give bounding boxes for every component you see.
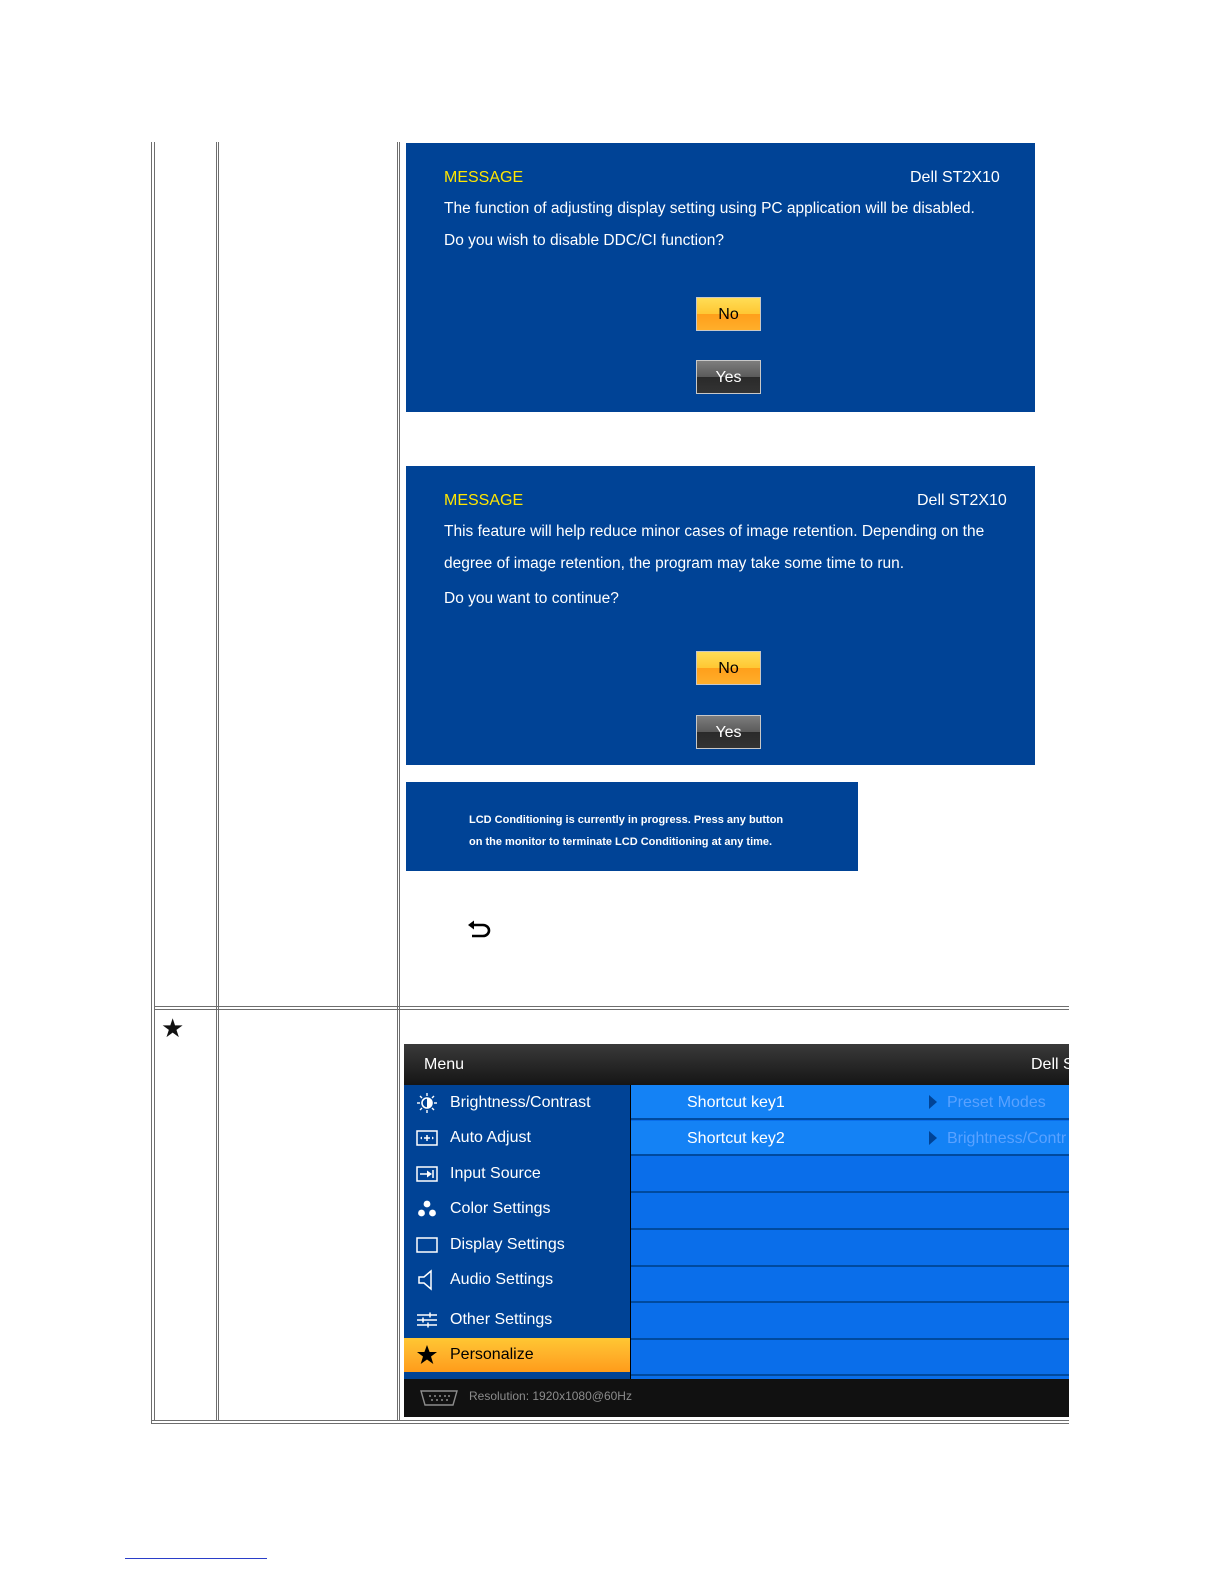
shortcut-key-label: Shortcut key1 <box>687 1094 785 1111</box>
menu-item-label: Input Source <box>450 1165 541 1182</box>
shortcut-key-label: Shortcut key2 <box>687 1130 785 1147</box>
dialog-text-line: Do you want to continue? <box>444 590 619 607</box>
lcd-conditioning-progress-banner <box>406 782 858 871</box>
osd-title-bar <box>404 1044 1074 1085</box>
table-divider-2 <box>397 142 398 1421</box>
color-settings-icon <box>416 1199 438 1219</box>
shortcut-key-value: Brightness/Contr <box>947 1130 1067 1147</box>
dialog-text-line: degree of image retention, the program may take some time to run. <box>444 555 905 572</box>
no-button[interactable]: No <box>696 297 761 331</box>
menu-item-color-settings[interactable] <box>404 1192 630 1226</box>
auto-adjust-icon <box>416 1128 438 1148</box>
menu-item-brightness-contrast[interactable] <box>404 1086 630 1120</box>
menu-item-label: Brightness/Contrast <box>450 1094 591 1111</box>
menu-item-label: Audio Settings <box>450 1271 554 1288</box>
menu-item-audio-settings[interactable] <box>404 1263 630 1297</box>
empty-row <box>631 1268 1069 1303</box>
personalize-row-star-icon: ★ <box>161 1013 185 1043</box>
arrow-right-icon <box>929 1095 937 1109</box>
empty-row <box>631 1341 1069 1376</box>
menu-item-label: Other Settings <box>450 1311 553 1328</box>
menu-item-input-source[interactable] <box>404 1157 630 1191</box>
osd-submenu-panel <box>631 1085 1069 1379</box>
empty-row <box>631 1305 1069 1340</box>
dialog-brand: Dell ST2X10 <box>917 492 1007 509</box>
table-row-divider <box>154 1006 1069 1007</box>
table-row-divider-b <box>154 1009 1069 1010</box>
arrow-right-icon <box>929 1131 937 1145</box>
osd-brand: Dell S <box>1031 1056 1074 1073</box>
input-source-icon <box>416 1164 438 1184</box>
table-divider-1 <box>216 142 217 1421</box>
back-icon <box>466 918 494 942</box>
empty-row <box>631 1232 1069 1267</box>
lcd-conditioning-message-dialog <box>406 466 1035 765</box>
table-border-left-inner <box>154 142 155 1421</box>
table-border-bottom-b <box>151 1423 1069 1424</box>
dialog-brand: Dell ST2X10 <box>910 169 1000 186</box>
empty-row <box>631 1195 1069 1230</box>
dialog-header: MESSAGE <box>444 492 524 509</box>
osd-menu <box>404 1044 1074 1417</box>
no-button[interactable]: No <box>696 651 761 685</box>
shortcut-key1-row[interactable] <box>631 1085 1069 1120</box>
menu-item-label: Personalize <box>450 1346 534 1363</box>
shortcut-key-value: Preset Modes <box>947 1094 1046 1111</box>
menu-item-auto-adjust[interactable] <box>404 1121 630 1155</box>
other-settings-icon <box>416 1310 438 1330</box>
brightness-icon <box>416 1093 438 1113</box>
osd-title: Menu <box>424 1056 465 1073</box>
table-border-bottom <box>151 1420 1069 1421</box>
osd-status-bar <box>404 1379 1069 1417</box>
audio-settings-icon <box>416 1270 438 1290</box>
star-icon <box>416 1345 438 1365</box>
yes-button[interactable]: Yes <box>696 360 761 394</box>
menu-item-personalize[interactable] <box>404 1338 630 1372</box>
yes-button[interactable]: Yes <box>696 715 761 749</box>
shortcut-key2-row[interactable] <box>631 1121 1069 1156</box>
resolution-text: Resolution: 1920x1080@60Hz <box>469 1389 632 1403</box>
vga-connector-icon <box>418 1389 460 1407</box>
table-divider-1b <box>218 142 219 1421</box>
dialog-text-line: The function of adjusting display setting using PC application will be disabled. <box>444 200 975 217</box>
menu-item-display-settings[interactable] <box>404 1228 630 1262</box>
dialog-text-line: Do you wish to disable DDC/CI function? <box>444 232 724 249</box>
menu-item-other-settings[interactable] <box>404 1303 630 1337</box>
table-divider-2b <box>399 142 400 1421</box>
display-settings-icon <box>416 1235 438 1255</box>
menu-item-label: Display Settings <box>450 1236 565 1253</box>
ddcci-message-dialog <box>406 143 1035 412</box>
progress-text-line: LCD Conditioning is currently in progress. Press any button <box>469 814 784 826</box>
dialog-header: MESSAGE <box>444 169 524 186</box>
table-border-left <box>151 142 152 1424</box>
osd-menu-list <box>404 1085 630 1379</box>
dialog-text-line: This feature will help reduce minor cases of image retention. Depending on the <box>444 523 985 540</box>
menu-item-label: Color Settings <box>450 1200 551 1217</box>
empty-row <box>631 1158 1069 1193</box>
menu-item-label: Auto Adjust <box>450 1129 531 1146</box>
footer-link-underline[interactable] <box>125 1558 267 1559</box>
progress-text-line: on the monitor to terminate LCD Conditioning at any time. <box>469 836 773 848</box>
